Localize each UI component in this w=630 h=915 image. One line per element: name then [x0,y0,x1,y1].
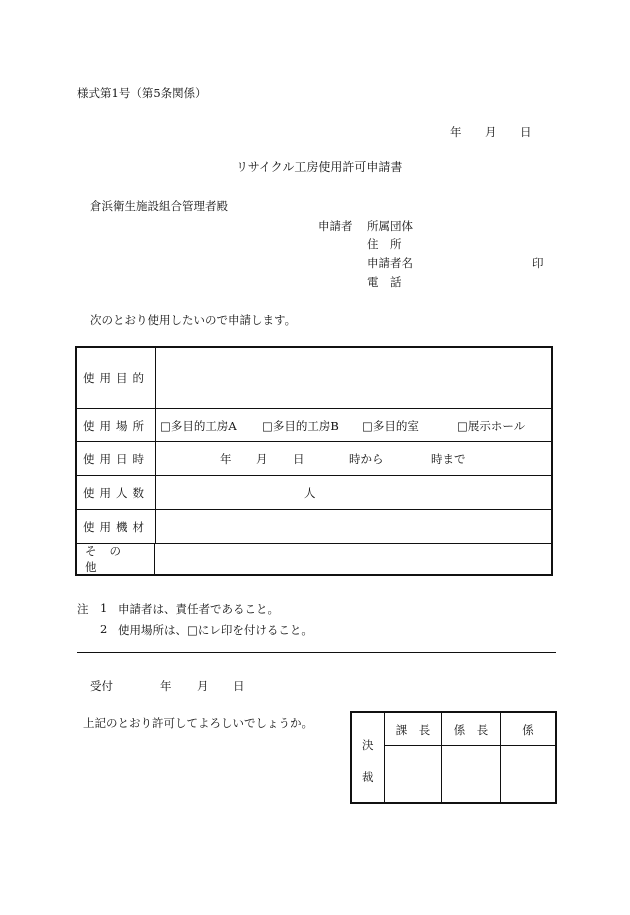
note-1-text: 申請者は、責任者であること。 [118,602,279,616]
purpose-field[interactable] [156,348,551,408]
row-other [77,543,551,574]
kakari-header: 係 [522,723,534,737]
reception-label: 受付 [90,679,113,693]
other-label: その他 [77,544,155,574]
datetime-day: 日 [293,452,305,466]
equipment-field[interactable] [156,510,551,544]
kessai-char-2: 裁 [362,770,374,784]
kacho-header: 課 長 [395,723,431,737]
approval-question: 上記のとおり許可してよろしいでしょうか。 [83,716,313,730]
place-option-multipurpose-room[interactable]: □多目的室 [362,418,419,433]
kakaricho-stamp-field[interactable] [442,746,500,802]
note-2-num: 2 [100,622,108,636]
addressee: 倉浜衛生施設組合管理者殿 [90,199,228,213]
row-people [77,475,551,510]
note-2-text: 使用場所は、□にレ印を付けること。 [118,623,313,637]
seal-mark: 印 [532,256,544,270]
reception-year: 年 [160,679,172,693]
applicant-label: 申請者 [318,219,353,233]
kakari-stamp-field[interactable] [501,746,555,802]
datetime-label: 使用日時 [77,442,156,476]
form-number: 様式第1号（第5条関係） [77,86,207,100]
row-purpose [77,348,551,408]
place-field [156,409,551,442]
date-month: 月 [485,125,497,139]
row-equipment [77,509,551,544]
people-label: 使用人数 [77,476,156,510]
applicant-phone-label: 電 話 [367,275,402,289]
row-datetime [77,441,551,476]
other-field[interactable] [156,544,551,574]
applicant-address-label: 住 所 [367,237,402,251]
purpose-label: 使用目的 [77,348,156,408]
people-unit: 人 [304,486,316,500]
reception-day: 日 [233,679,245,693]
kacho-stamp-field[interactable] [385,746,441,802]
note-1-num: 1 [100,601,108,615]
datetime-to: 時まで [431,452,466,466]
kessai-char-1: 決 [362,738,374,752]
date-day: 日 [520,125,532,139]
document-title: リサイクル工房使用許可申請書 [236,160,403,174]
row-place [77,408,551,442]
place-option-workshop-a[interactable]: □多目的工房A [160,418,237,433]
kakaricho-header: 係 長 [453,723,489,737]
intro-text: 次のとおり使用したいので申請します。 [90,313,297,327]
date-year: 年 [450,125,462,139]
place-option-exhibition-hall[interactable]: □展示ホール [457,418,526,433]
datetime-field[interactable] [156,442,551,476]
people-field[interactable] [156,476,551,510]
notes-head: 注 [77,602,89,616]
section-divider [77,652,556,653]
datetime-year: 年 [220,452,232,466]
approval-box [350,711,557,804]
equipment-label: 使用機材 [77,510,156,544]
place-option-workshop-b[interactable]: □多目的工房B [262,418,339,433]
place-label: 使用場所 [77,409,156,442]
usage-table [75,346,553,576]
datetime-month: 月 [256,452,268,466]
applicant-name-label: 申請者名 [367,256,413,270]
reception-month: 月 [197,679,209,693]
applicant-org-label: 所属団体 [367,219,413,233]
datetime-from: 時から [349,452,384,466]
